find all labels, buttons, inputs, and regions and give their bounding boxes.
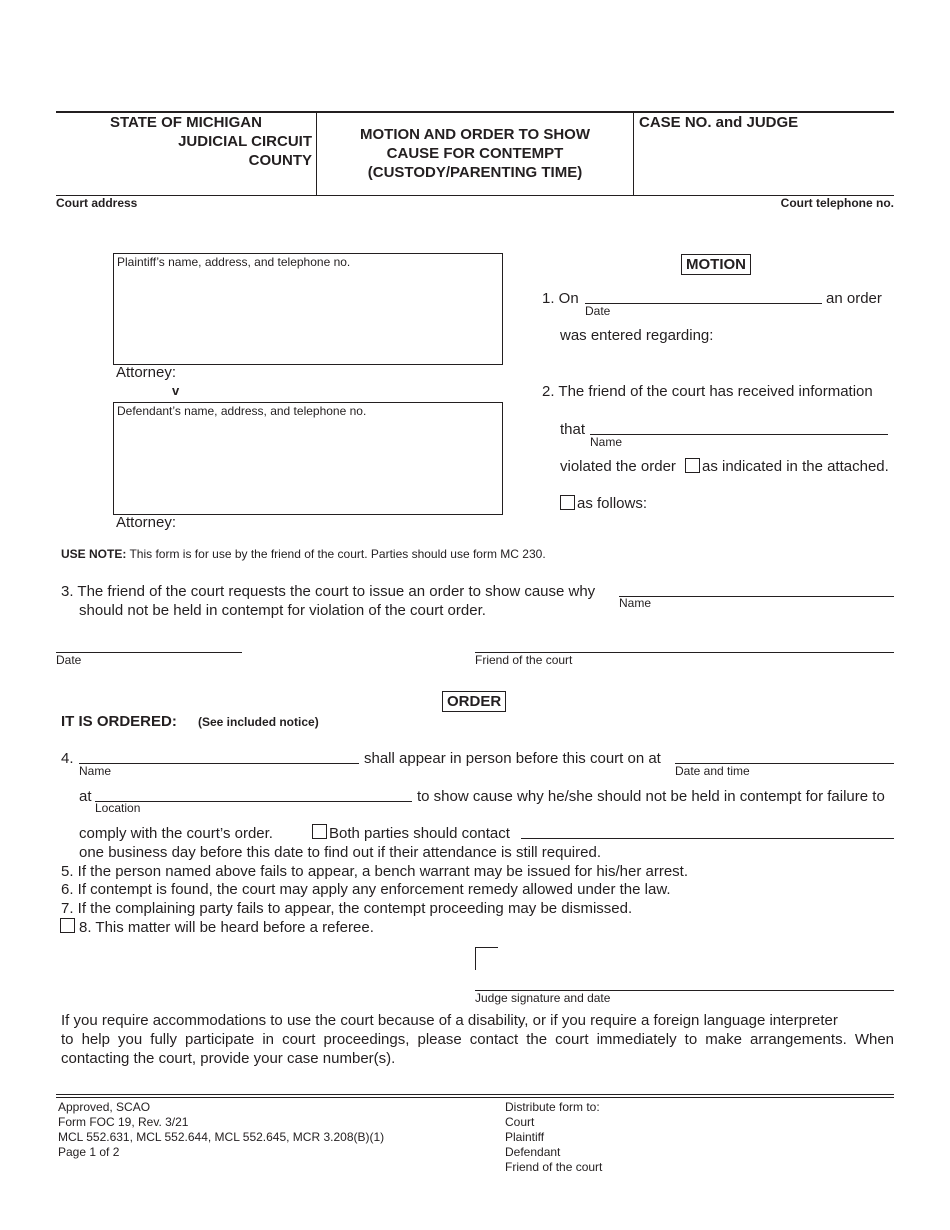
item4-contact-field[interactable]	[521, 838, 894, 839]
item3-name-field[interactable]	[619, 596, 894, 597]
item4-at: at	[79, 788, 92, 805]
item4-show-cause: to show cause why he/she should not be held in contempt for failure to	[417, 788, 885, 805]
footer-distribute: Distribute form to:	[505, 1100, 600, 1114]
case-no-field[interactable]: CASE NO. and JUDGE	[639, 114, 799, 131]
state-label: STATE OF MICHIGAN	[110, 114, 262, 131]
footer-dist-plaintiff: Plaintiff	[505, 1130, 545, 1144]
motion-item1-date-field[interactable]	[585, 303, 822, 304]
item4-business: one business day before this date to find out if their attendance is still required.	[79, 844, 601, 861]
motion-date-label: Date	[56, 653, 82, 667]
order-heading: ORDER	[442, 691, 506, 712]
footer-mcl: MCL 552.631, MCL 552.644, MCL 552.645, MCR 3.208(B)(1)	[58, 1130, 385, 1144]
it-is-ordered-label: IT IS ORDERED:	[61, 713, 177, 730]
motion-item2-that: that	[560, 421, 586, 438]
court-address-label: Court address	[56, 196, 138, 210]
motion-date-field[interactable]	[56, 652, 242, 653]
motion-item2-attached: as indicated in the attached.	[702, 458, 889, 475]
accommodation-line3: contacting the court, provide your case number(s).	[61, 1050, 396, 1067]
foc-signature-label: Friend of the court	[475, 653, 573, 667]
motion-heading: MOTION	[681, 254, 751, 275]
motion-item1-suffix: an order	[826, 290, 882, 307]
versus-label: v	[172, 383, 180, 398]
item4-comply: comply with the court’s order.	[79, 825, 273, 842]
use-note	[61, 547, 546, 561]
motion-item2-name-field[interactable]	[590, 434, 888, 435]
item3-line2: should not be held in contempt for violation of the court order.	[79, 602, 486, 619]
motion-item2-line1: 2. The friend of the court has received information	[542, 383, 873, 400]
item4-location-field[interactable]	[95, 801, 412, 802]
motion-item1-prefix: 1. On	[542, 290, 579, 307]
use-note-label: USE NOTE:	[61, 547, 127, 561]
header-top-rule	[56, 111, 894, 113]
footer-page: Page 1 of 2	[58, 1145, 120, 1159]
item4-location-label: Location	[95, 801, 141, 815]
defendant-attorney-label: Attorney:	[116, 514, 177, 531]
form-title-line2: CAUSE FOR CONTEMPT	[386, 145, 564, 162]
plaintiff-field[interactable]	[113, 253, 503, 365]
plaintiff-label: Plaintiff’s name, address, and telephone no.	[117, 255, 351, 269]
as-follows-checkbox[interactable]	[560, 495, 575, 510]
use-note-text: This form is for use by the friend of the court. Parties should use form MC 230.	[129, 547, 546, 561]
see-notice-label: (See included notice)	[198, 715, 319, 729]
item5-text: 5. If the person named above fails to appear, a bench warrant may be issued for his/her arrest.	[61, 863, 689, 880]
header-divider-right	[633, 112, 634, 196]
both-parties-checkbox[interactable]	[312, 824, 327, 839]
footer-rule-1	[56, 1094, 894, 1095]
seal-corner-mark	[475, 947, 498, 970]
form-title-line3: (CUSTODY/PARENTING TIME)	[367, 164, 583, 181]
accommodation-line2: to help you fully participate in court proceedings, please contact the court immediately to make arrangements. When	[61, 1031, 894, 1048]
motion-item1-date-label: Date	[585, 304, 611, 318]
item8-text: 8. This matter will be heard before a referee.	[79, 919, 374, 936]
footer-rule-2	[56, 1097, 894, 1098]
item4-appear: shall appear in person before this court on at	[364, 750, 661, 767]
footer-form: Form FOC 19, Rev. 3/21	[58, 1115, 189, 1129]
county-label: COUNTY	[248, 152, 312, 169]
item3-line1: 3. The friend of the court requests the court to issue an order to show cause why	[61, 583, 596, 600]
attached-checkbox[interactable]	[685, 458, 700, 473]
form-title-line1: MOTION AND ORDER TO SHOW	[360, 126, 590, 143]
item4-datetime-label: Date and time	[675, 764, 750, 778]
motion-item2-name-label: Name	[590, 435, 623, 449]
item4-name-field[interactable]	[79, 763, 359, 764]
referee-checkbox[interactable]	[60, 918, 75, 933]
item6-text: 6. If contempt is found, the court may apply any enforcement remedy allowed under the law.	[61, 881, 671, 898]
accommodation-line1: If you require accommodations to use the court because of a disability, or if you require a foreign language interpreter	[61, 1012, 838, 1029]
item4-both: Both parties should contact	[329, 825, 510, 842]
item3-name-label: Name	[619, 596, 652, 610]
footer-dist-court: Court	[505, 1115, 535, 1129]
court-phone-label: Court telephone no.	[780, 196, 894, 210]
plaintiff-attorney-label: Attorney:	[116, 364, 177, 381]
motion-item2-violated: violated the order	[560, 458, 676, 475]
defendant-label: Defendant’s name, address, and telephone no.	[117, 404, 367, 418]
item4-name-label: Name	[79, 764, 112, 778]
header-bottom-rule	[56, 195, 894, 196]
footer-approved: Approved, SCAO	[58, 1100, 151, 1114]
footer-dist-foc: Friend of the court	[505, 1160, 603, 1174]
footer-dist-defendant: Defendant	[505, 1145, 561, 1159]
defendant-field[interactable]	[113, 402, 503, 515]
motion-item1-line2: was entered regarding:	[560, 327, 714, 344]
motion-item2-follows: as follows:	[577, 495, 648, 512]
judicial-circuit-label: JUDICIAL CIRCUIT	[178, 133, 312, 150]
item4-num: 4.	[61, 750, 74, 767]
judge-signature-label: Judge signature and date	[475, 991, 611, 1005]
item7-text: 7. If the complaining party fails to appear, the contempt proceeding may be dismissed.	[61, 900, 633, 917]
